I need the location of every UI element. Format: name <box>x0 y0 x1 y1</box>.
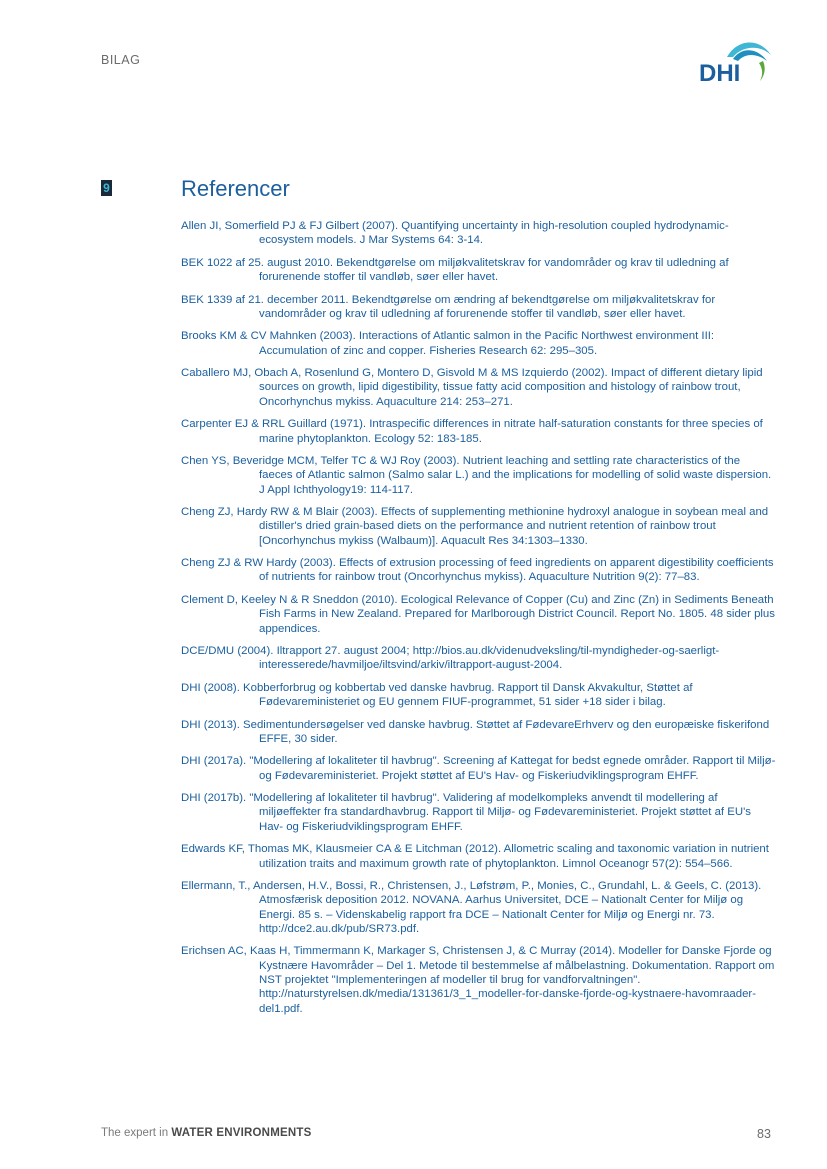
reference-item: DHI (2013). Sedimentundersøgelser ved danske havbrug. Støttet af FødevareErhverv og den europæiske fiskerifond EFFE, 30 sider. <box>181 718 770 745</box>
page-title: Referencer <box>181 176 290 201</box>
reference-item: DHI (2008). Kobberforbrug og kobbertab ved danske havbrug. Rapport til Dansk Akvakultur, Støttet af Fødevareministeriet og EU gennem FIUF-programmet, 51 sider +18 sider i bilag. <box>181 681 693 709</box>
logo-text: DHI <box>699 60 741 85</box>
reference-item: BEK 1339 af 21. december 2011. Bekendtgørelse om ændring af bekendtgørelse om miljøkvalitetskrav for vandområder og krav til udledning af forurenende stoffer til vandløb, søer eller havet. <box>181 293 716 320</box>
reference-item: Brooks KM & CV Mahnken (2003). Interactions of Atlantic salmon in the Pacific Northwest environment III: Accumulation of zinc and copper. Fisheries Research 62: 295–305. <box>181 330 715 357</box>
reference-item: BEK 1022 af 25. august 2010. Bekendtgørelse om miljøkvalitetskrav for vandområder og krav til udledning af forurenende stoffer til vandløb, søer eller havet. <box>181 256 729 284</box>
footer-tagline-prefix: The expert in <box>101 1127 172 1139</box>
reference-item: DHI (2017b). "Modellering af lokaliteter til havbrug". Validering af modelkompleks anvendt til modellering af miljøeffekter fra standardhavbrug. Rapport til Miljø- og Fødevareministeriet. Projekt støttet af EU's Hav- og Fiskeriudviklingsprogram EHFF. <box>181 792 751 833</box>
footer-tagline-emphasis: WATER ENVIRONMENTS <box>171 1127 312 1139</box>
reference-item: Allen JI, Somerfield PJ & FJ Gilbert (2007). Quantifying uncertainty in high-resolution coupled hydrodynamic-ecosystem models. J Mar Systems 64: 3-14. <box>181 220 729 247</box>
logo-leaf-icon <box>759 61 765 81</box>
reference-item: Ellermann, T., Andersen, H.V., Bossi, R., Christensen, J., Løfstrøm, P., Monies, C., Grundahl, L. & Geels, C. (2013). Atmosfærisk deposition 2012. NOVANA. Aarhus Universitet, DCE – Nationalt Center for Miljø og Energi. 85 s. – Videnskabelig rapport fra DCE – Nationalt Center for Miljø og Energi nr. 73. http://dce2.au.dk/pub/SR73.pdf. <box>181 879 762 935</box>
section-number-badge: 9 <box>101 180 112 196</box>
reference-item: Erichsen AC, Kaas H, Timmermann K, Markager S, Christensen J, & C Murray (2014). Modeller for Danske Fjorde og Kystnære Havområder – Del 1. Metode til bestemmelse af målbelastning. Dokumentation. Rapport om NST projektet "Implementeringen af modeller til brug for vandforvaltningen". http://naturstyrelsen.dk/media/131361/3_1_modeller-for-danske-fjorde-og-kystnaere-havomraader-del1.pdf. <box>181 945 775 1015</box>
reference-item: Carpenter EJ & RRL Guillard (1971). Intraspecific differences in nitrate half-saturation constants for three species of marine phytoplankton. Ecology 52: 183-185. <box>181 418 763 445</box>
page-number: 83 <box>757 1127 771 1141</box>
reference-item: Clement D, Keeley N & R Sneddon (2010). Ecological Relevance of Copper (Cu) and Zinc (Zn) in Sediments Beneath Fish Farms in New Zealand. Prepared for Marlborough District Council. Report No. 1805. 48 sider plus appendices. <box>181 593 775 635</box>
reference-item: Cheng ZJ, Hardy RW & M Blair (2003). Effects of supplementing methionine hydroxyl analogue in soybean meal and distiller's dried grain-based diets on the performance and nutrient retention of rainbow trout [Oncorhynchus mykiss (Walbaum)]. Aquacult Res 34:1303–1330. <box>181 506 769 547</box>
reference-item: Chen YS, Beveridge MCM, Telfer TC & WJ Roy (2003). Nutrient leaching and settling rate characteristics of the faeces of Atlantic salmon (Salmo salar L.) and the implications for modelling of solid waste dispersion. J Appl Ichthyology19: 114-117. <box>181 454 772 496</box>
reference-item: Edwards KF, Thomas MK, Klausmeier CA & E Litchman (2012). Allometric scaling and taxonomic variation in nutrient utilization traits and maximum growth rate of phytoplankton. Limnol Oceanogr 57(2): 554–566. <box>181 843 769 870</box>
reference-item: Caballero MJ, Obach A, Rosenlund G, Montero D, Gisvold M & MS Izquierdo (2002). Impact of different dietary lipid sources on growth, lipid digestibility, tissue fatty acid composition and histology of rainbow trout, Oncorhynchus mykiss. Aquaculture 214: 253–271. <box>181 367 763 408</box>
reference-item: DCE/DMU (2004). Iltrapport 27. august 2004; http://bios.au.dk/videnudveksling/til-myndigheder-og-saerligt-interesserede/havmiljoe/iltsvind/arkiv/iltrapport-august-2004. <box>181 645 720 672</box>
footer-tagline <box>101 1127 311 1139</box>
dhi-logo <box>697 37 773 85</box>
header-section-label: BILAG <box>101 53 141 67</box>
reference-item: Cheng ZJ & RW Hardy (2003). Effects of extrusion processing of feed ingredients on apparent digestibility coefficients of nutrients for rainbow trout (Oncorhynchus mykiss). Aquaculture Nutrition 9(2): 77–83. <box>181 557 774 584</box>
reference-list <box>181 219 776 1024</box>
reference-item: DHI (2017a). "Modellering af lokaliteter til havbrug". Screening af Kattegat for bedst egnede områder. Rapport til Miljø- og Fødevareministeriet. Projekt støttet af EU's Hav- og Fiskeriudviklingsprogram EHFF. <box>181 755 776 782</box>
